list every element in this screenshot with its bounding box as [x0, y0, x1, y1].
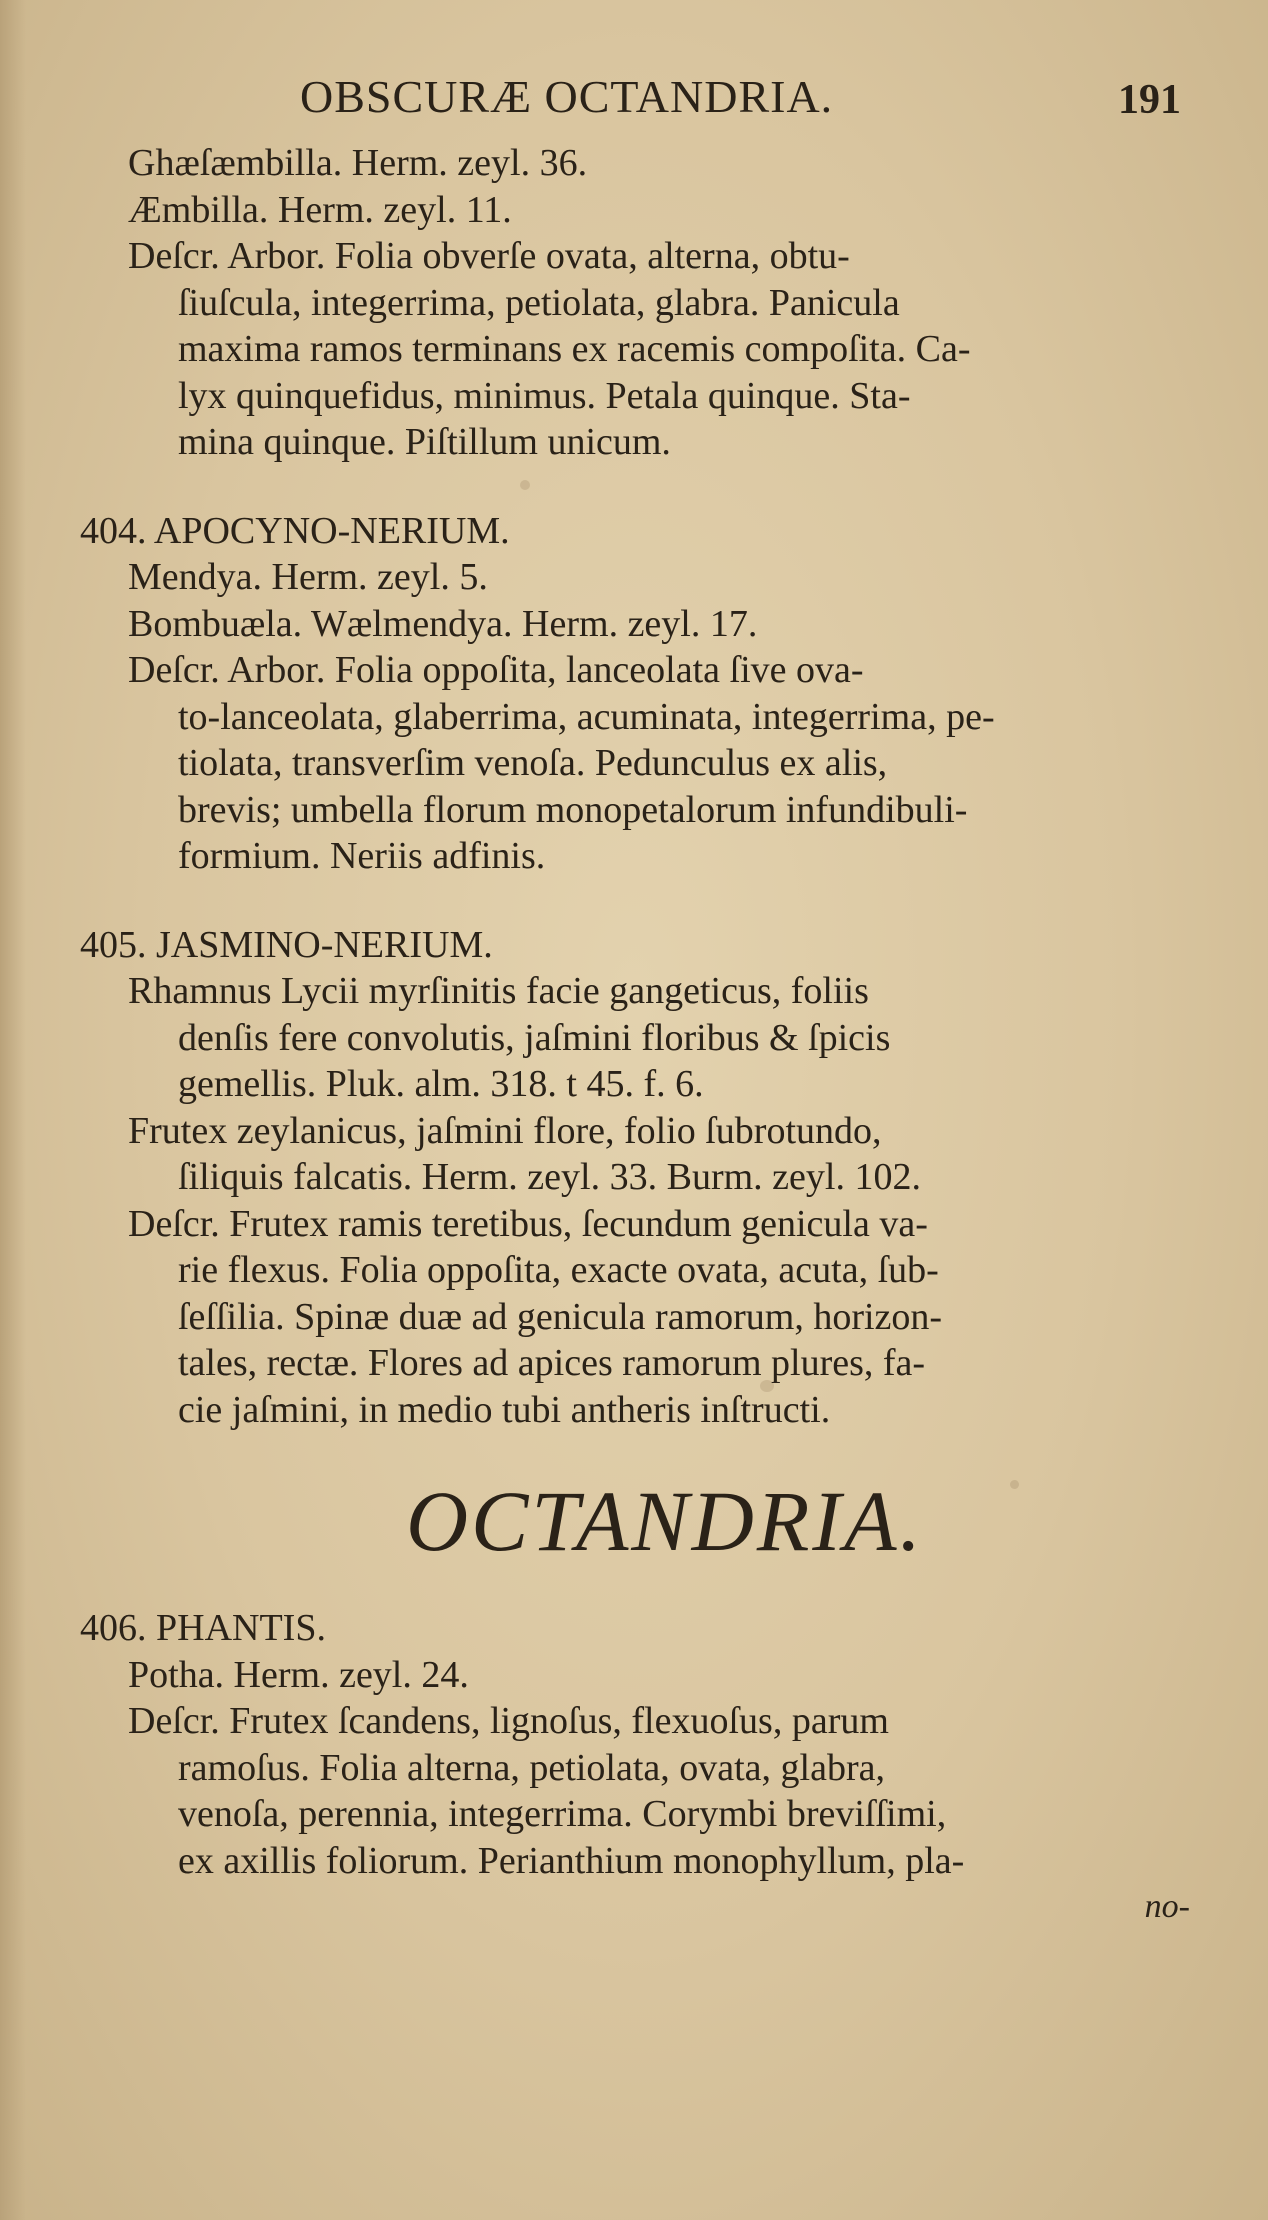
- text-line: denſis fere convolutis, jaſmini floribus & ſpicis: [178, 1016, 891, 1059]
- text-line: Frutex zeylanicus, jaſmini flore, folio ſubrotundo,: [128, 1109, 882, 1152]
- entry-gap: [80, 466, 1210, 508]
- text-line: mina quinque. Piſtillum unicum.: [178, 421, 671, 463]
- text-line: tiolata, transverſim venoſa. Pedunculus ex alis,: [178, 742, 888, 784]
- spacer: [80, 1571, 1210, 1605]
- running-title: OBSCURÆ OCTANDRIA.: [300, 71, 834, 122]
- text-line: Deſcr. Arbor. Folia obverſe ovata, alterna, obtu-: [128, 235, 850, 277]
- text-line: to-lanceolata, glaberrima, acuminata, integerrima, pe-: [178, 695, 995, 738]
- text-line: brevis; umbella florum monopetalorum infundibuli-: [178, 788, 968, 831]
- page-body: [80, 140, 1210, 1930]
- page-number: 191: [1118, 77, 1181, 123]
- text-line: rie flexus. Folia oppoſita, exacte ovata, acuta, ſub-: [178, 1249, 939, 1291]
- entry-heading: 405. JASMINO-NERIUM.: [80, 923, 493, 966]
- text-line: Ghæſæmbilla. Herm. zeyl. 36.: [128, 142, 588, 184]
- text-line: ſeſſilia. Spinæ duæ ad genicula ramorum, horizon-: [178, 1295, 943, 1338]
- entry-heading: 404. APOCYNO-NERIUM.: [80, 509, 510, 552]
- text-line: tales, rectæ. Flores ad apices ramorum plures, fa-: [178, 1342, 926, 1384]
- catchword: no-: [1144, 1888, 1190, 1925]
- text-line: Deſcr. Arbor. Folia oppoſita, lanceolata ſive ova-: [128, 649, 864, 691]
- text-line: formium. Neriis adfinis.: [178, 835, 546, 877]
- page-header: [0, 62, 1268, 132]
- text-line: cie jaſmini, in medio tubi antheris inſtructi.: [178, 1388, 831, 1431]
- text-line: Mendya. Herm. zeyl. 5.: [128, 556, 488, 598]
- text-line: ſiliquis falcatis. Herm. zeyl. 33. Burm. zeyl. 102.: [178, 1156, 921, 1198]
- text-line: lyx quinquefidus, minimus. Petala quinque. Sta-: [178, 374, 911, 417]
- text-line: ſiuſcula, integerrima, petiolata, glabra. Panicula: [178, 281, 900, 324]
- text-line: venoſa, perennia, integerrima. Corymbi breviſſimi,: [178, 1793, 947, 1835]
- page-binding-shadow: [0, 0, 26, 2220]
- text-line: Bombuæla. Wælmendya. Herm. zeyl. 17.: [128, 602, 758, 645]
- text-line: ramoſus. Folia alterna, petiolata, ovata, glabra,: [178, 1746, 885, 1789]
- text-line: Potha. Herm. zeyl. 24.: [128, 1653, 469, 1696]
- entry-gap: [80, 880, 1210, 922]
- text-line: ex axillis foliorum. Perianthium monophyllum, pla-: [178, 1839, 965, 1882]
- text-block-obscurae: [80, 140, 1210, 1433]
- text-line: gemellis. Pluk. alm. 318. t 45. f. 6.: [178, 1063, 704, 1105]
- text-line: Deſcr. Frutex ramis teretibus, ſecundum genicula va-: [128, 1202, 928, 1245]
- text-line: maxima ramos terminans ex racemis compoſita. Ca-: [178, 328, 971, 370]
- entry-heading: 406. PHANTIS.: [80, 1607, 326, 1649]
- text-line: Æmbilla. Herm. zeyl. 11.: [128, 188, 512, 231]
- text-line: Rhamnus Lycii myrſinitis facie gangeticus, foliis: [128, 970, 869, 1012]
- text-block-octandria: [80, 1605, 1210, 1884]
- section-heading: OCTANDRIA.: [405, 1473, 925, 1569]
- spacer: [80, 1433, 1210, 1471]
- text-line: Deſcr. Frutex ſcandens, lignoſus, flexuoſus, parum: [128, 1700, 889, 1742]
